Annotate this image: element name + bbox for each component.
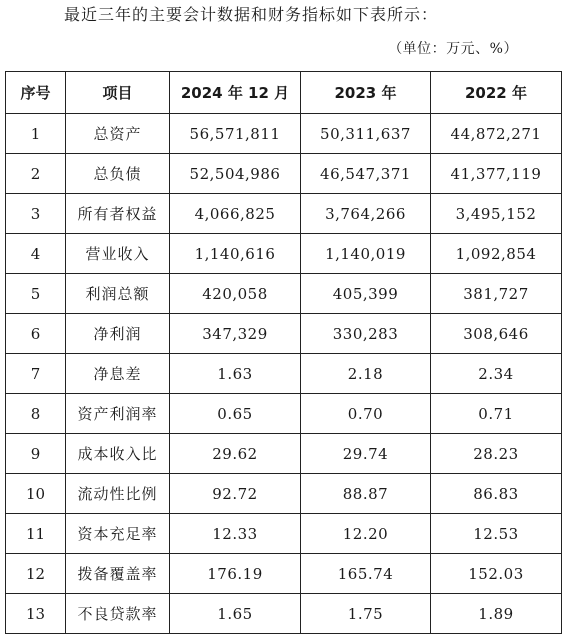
table-row	[6, 594, 562, 634]
row-index: 10	[6, 474, 66, 514]
header-item: 项目	[66, 72, 170, 114]
row-item: 总负债	[66, 154, 170, 194]
row-index: 12	[6, 554, 66, 594]
value-2022: 28.23	[431, 434, 562, 474]
row-item: 净息差	[66, 354, 170, 394]
row-item: 流动性比例	[66, 474, 170, 514]
row-item: 总资产	[66, 114, 170, 154]
value-2024: 29.62	[170, 434, 301, 474]
value-2022: 2.34	[431, 354, 562, 394]
value-2023: 3,764,266	[301, 194, 431, 234]
value-2023: 46,547,371	[301, 154, 431, 194]
table-row	[6, 274, 562, 314]
value-2023: 29.74	[301, 434, 431, 474]
row-index: 7	[6, 354, 66, 394]
row-item: 不良贷款率	[66, 594, 170, 634]
value-2022: 1.89	[431, 594, 562, 634]
table-header-row	[6, 72, 562, 114]
row-index: 6	[6, 314, 66, 354]
value-2022: 1,092,854	[431, 234, 562, 274]
row-index: 9	[6, 434, 66, 474]
value-2023: 2.18	[301, 354, 431, 394]
value-2024: 92.72	[170, 474, 301, 514]
value-2022: 44,872,271	[431, 114, 562, 154]
value-2023: 0.70	[301, 394, 431, 434]
row-item: 拨备覆盖率	[66, 554, 170, 594]
value-2023: 50,311,637	[301, 114, 431, 154]
table-row	[6, 514, 562, 554]
table-row	[6, 474, 562, 514]
table-row	[6, 354, 562, 394]
row-item: 净利润	[66, 314, 170, 354]
intro-text: 最近三年的主要会计数据和财务指标如下表所示：	[64, 5, 439, 24]
financial-data-table	[5, 71, 562, 634]
value-2024: 420,058	[170, 274, 301, 314]
table-row	[6, 554, 562, 594]
table-row	[6, 194, 562, 234]
value-2024: 4,066,825	[170, 194, 301, 234]
table-row	[6, 154, 562, 194]
value-2023: 1,140,019	[301, 234, 431, 274]
header-2024: 2024 年 12 月	[170, 72, 301, 114]
row-index: 1	[6, 114, 66, 154]
value-2022: 381,727	[431, 274, 562, 314]
row-item: 利润总额	[66, 274, 170, 314]
value-2024: 0.65	[170, 394, 301, 434]
value-2024: 1.63	[170, 354, 301, 394]
value-2023: 330,283	[301, 314, 431, 354]
value-2022: 3,495,152	[431, 194, 562, 234]
table-row	[6, 314, 562, 354]
value-2024: 1.65	[170, 594, 301, 634]
value-2022: 0.71	[431, 394, 562, 434]
value-2023: 1.75	[301, 594, 431, 634]
table-row	[6, 114, 562, 154]
row-index: 4	[6, 234, 66, 274]
row-item: 成本收入比	[66, 434, 170, 474]
table-row	[6, 394, 562, 434]
row-item: 所有者权益	[66, 194, 170, 234]
value-2023: 405,399	[301, 274, 431, 314]
header-index: 序号	[6, 72, 66, 114]
header-2022: 2022 年	[431, 72, 562, 114]
value-2024: 12.33	[170, 514, 301, 554]
value-2024: 1,140,616	[170, 234, 301, 274]
table-row	[6, 234, 562, 274]
value-2022: 12.53	[431, 514, 562, 554]
value-2022: 152.03	[431, 554, 562, 594]
value-2024: 56,571,811	[170, 114, 301, 154]
row-item: 营业收入	[66, 234, 170, 274]
value-2024: 347,329	[170, 314, 301, 354]
row-index: 11	[6, 514, 66, 554]
row-index: 8	[6, 394, 66, 434]
table-row	[6, 434, 562, 474]
row-item: 资产利润率	[66, 394, 170, 434]
value-2023: 165.74	[301, 554, 431, 594]
value-2022: 86.83	[431, 474, 562, 514]
value-2024: 52,504,986	[170, 154, 301, 194]
unit-note: （单位：万元、%）	[388, 41, 518, 57]
value-2024: 176.19	[170, 554, 301, 594]
row-index: 5	[6, 274, 66, 314]
value-2023: 88.87	[301, 474, 431, 514]
row-index: 3	[6, 194, 66, 234]
header-2023: 2023 年	[301, 72, 431, 114]
row-item: 资本充足率	[66, 514, 170, 554]
value-2023: 12.20	[301, 514, 431, 554]
value-2022: 308,646	[431, 314, 562, 354]
row-index: 2	[6, 154, 66, 194]
row-index: 13	[6, 594, 66, 634]
value-2022: 41,377,119	[431, 154, 562, 194]
